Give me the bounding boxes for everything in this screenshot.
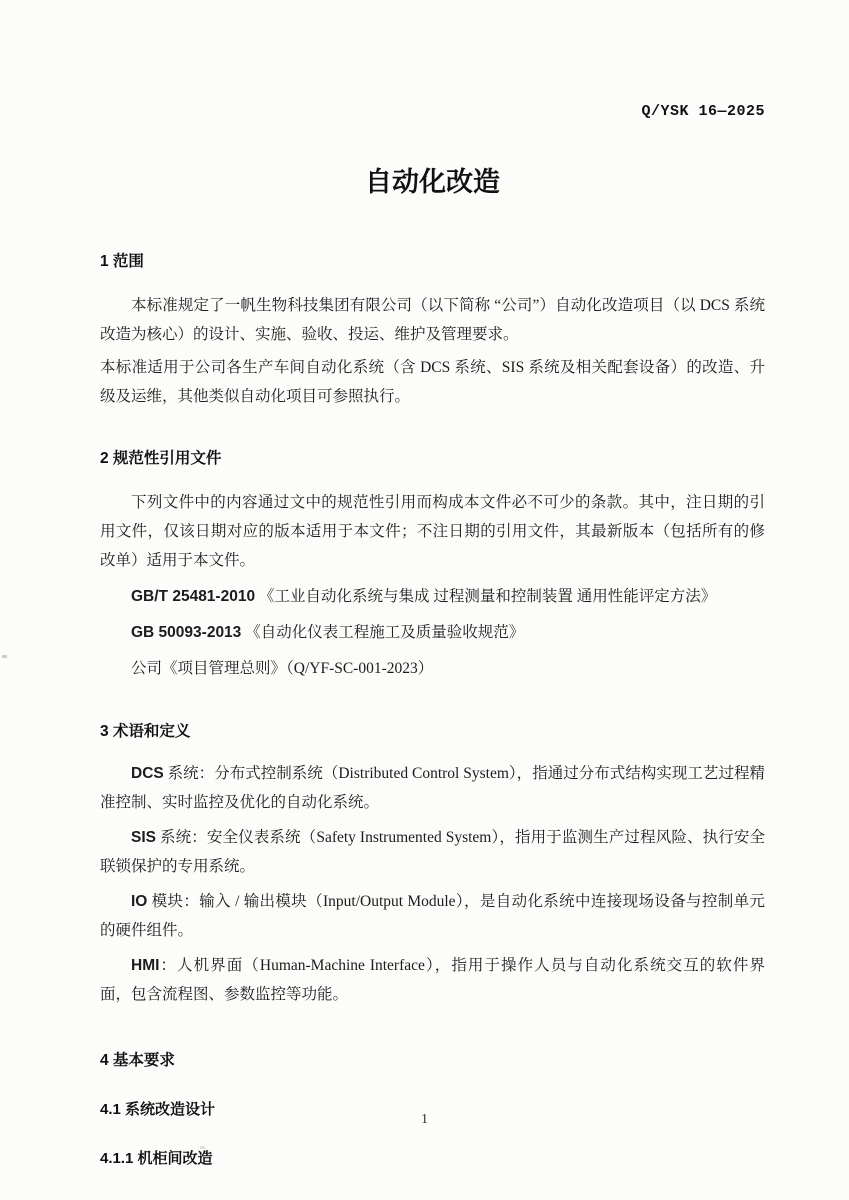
- term-acronym: IO: [131, 893, 148, 911]
- reference-title: 《工业自动化系统与集成 过程测量和控制装置 通用性能评定方法》: [255, 587, 717, 605]
- term-definition-sis: [100, 823, 765, 881]
- reference-code: GB 50093-2013: [131, 623, 242, 641]
- references-intro-paragraph: 下列文件中的内容通过文中的规范性引用而构成本文件必不可少的条款。其中，注日期的引用文件，仅该日期对应的版本适用于本文件；不注日期的引用文件，其最新版本（包括所有的修改单）适用于本文件。: [100, 493, 765, 569]
- scan-artifact: [200, 1146, 205, 1149]
- page-number: 1: [421, 1112, 428, 1127]
- subsection-cabinet-room-heading: 4.1.1 机柜间改造: [100, 1149, 213, 1167]
- scope-paragraph-1: 本标准规定了一帆生物科技集团有限公司（以下简称 “公司”）自动化改造项目（以 DCS 系统改造为核心）的设计、实施、验收、投运、维护及管理要求。: [100, 297, 765, 344]
- term-text: ：人机界面（Human-Machine Interface），指用于操作人员与自动化系统交互的软件界面，包含流程图、参数监控等功能。: [100, 957, 765, 1004]
- reference-item: [100, 655, 765, 683]
- section-references-heading: 2 规范性引用文件: [100, 449, 222, 467]
- reference-item: [100, 619, 765, 647]
- subsection-system-design-heading: 4.1 系统改造设计: [100, 1100, 216, 1118]
- term-acronym: HMI: [131, 957, 160, 975]
- scope-paragraph-2: 本标准适用于公司各生产车间自动化系统（含 DCS 系统、SIS 系统及相关配套设备）的改造、升级及运维，其他类似自动化项目可参照执行。: [100, 359, 765, 406]
- term-definition-io: [100, 887, 765, 945]
- term-definition-hmi: [100, 951, 765, 1009]
- term-text: 系统：安全仪表系统（Safety Instrumented System），指用于监测生产过程风险、执行安全联锁保护的专用系统。: [100, 828, 765, 875]
- reference-code: GB/T 25481-2010: [131, 587, 256, 605]
- section-requirements-heading: 4 基本要求: [100, 1051, 175, 1069]
- term-definition-dcs: [100, 759, 765, 817]
- scan-artifact: [2, 655, 7, 658]
- section-scope-heading: 1 范围: [100, 253, 144, 270]
- term-text: 模块：输入 / 输出模块（Input/Output Module），是自动化系统中连接现场设备与控制单元的硬件组件。: [100, 893, 765, 940]
- term-text: 系统：分布式控制系统（Distributed Control System），指通过分布式结构实现工艺过程精准控制、实时监控及优化的自动化系统。: [100, 764, 765, 811]
- reference-title: 《自动化仪表工程施工及质量验收规范》: [241, 623, 525, 641]
- document-title: 自动化改造: [365, 167, 500, 197]
- reference-item: [100, 583, 765, 611]
- term-acronym: DCS: [131, 764, 164, 782]
- standard-code: Q/YSK 16—2025: [641, 103, 765, 120]
- reference-title: 公司《项目管理总则》（Q/YF-SC-001-2023）: [131, 659, 434, 677]
- term-acronym: SIS: [131, 828, 156, 846]
- section-terms-heading: 3 术语和定义: [100, 722, 191, 740]
